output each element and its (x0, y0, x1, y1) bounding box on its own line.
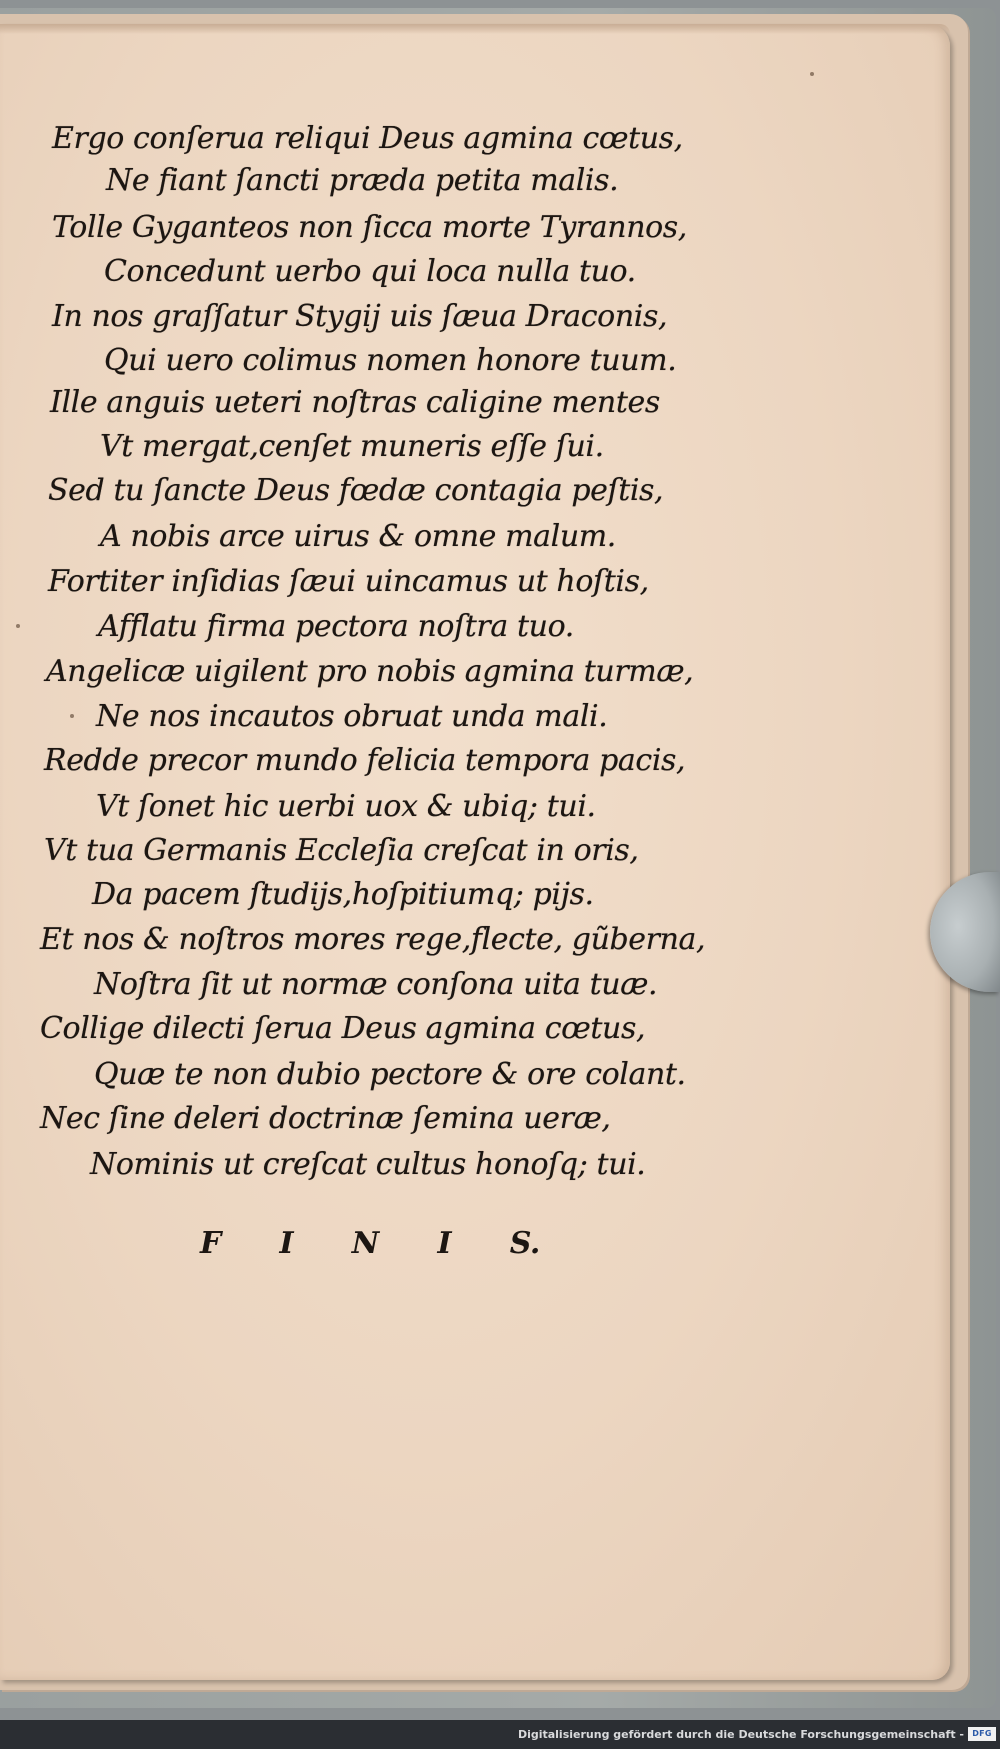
verse-line: Fortiter inſidias ſæui uincamus ut hoſtis, (48, 564, 649, 599)
finis-letter: I (279, 1226, 294, 1261)
verse-line: In nos graſſatur Stygij uis ſæua Draconis, (52, 299, 668, 334)
paper-speck (70, 714, 74, 718)
verse-line: Sed tu ſancte Deus fœdæ contagia peſtis, (48, 473, 664, 508)
verse-line: Concedunt uerbo qui loca nulla tuo. (104, 254, 636, 289)
verse-line: Angelicæ uigilent pro nobis agmina turmæ, (46, 654, 694, 689)
verse-line: Nec ſine deleri doctrinæ ſemina ueræ, (40, 1101, 611, 1136)
verse-line: Tolle Gyganteos non ſicca morte Tyrannos, (52, 210, 687, 245)
book-page (0, 24, 950, 1680)
verse-line: Ille anguis ueteri noſtras caligine mentes (50, 385, 660, 420)
verse-line: Ne nos incautos obruat unda mali. (96, 699, 608, 734)
verse-line: Vt ſonet hic uerbi uox & ubiq; tui. (96, 789, 596, 824)
finis-letter: S. (509, 1226, 540, 1261)
verse-line: Vt tua Germanis Eccleſia creſcat in oris, (44, 833, 639, 868)
verse-line: Ergo conſerua reliqui Deus agmina cœtus, (52, 121, 683, 156)
finis-letter: I (437, 1226, 452, 1261)
verse-line: Ne fiant ſancti præda petita malis. (106, 163, 619, 198)
verse-line: Da pacem ſtudijs,hoſpitiumq; pijs. (92, 877, 594, 912)
verse-line: Vt mergat,cenſet muneris eſſe ſui. (100, 429, 604, 464)
finis-letter: N (351, 1226, 379, 1261)
funding-credit: Digitalisierung gefördert durch die Deutsche Forschungsgemeinschaft - (517, 1728, 964, 1741)
finis-letter: F (200, 1226, 221, 1261)
paper-speck (16, 624, 20, 628)
verse-line: Collige dilecti ſerua Deus agmina cœtus, (40, 1011, 646, 1046)
dfg-logo-icon: DFG (968, 1727, 996, 1741)
verse-line: Redde precor mundo felicia tempora pacis, (44, 743, 686, 778)
finis-colophon (200, 1226, 540, 1261)
verse-line: Quæ te non dubio pectore & ore colant. (94, 1057, 686, 1092)
verse-block (0, 24, 950, 1324)
verse-line: Afflatu firma pectora noſtra tuo. (98, 609, 574, 644)
verse-line: Qui uero colimus nomen honore tuum. (104, 343, 677, 378)
verse-line: Nominis ut creſcat cultus honoſq; tui. (90, 1147, 646, 1182)
verse-line: Et nos & noſtros mores rege,flecte, gũberna, (40, 922, 706, 957)
paper-speck (810, 72, 814, 76)
verse-line: A nobis arce uirus & omne malum. (100, 519, 616, 554)
verse-line: Noſtra ſit ut normæ conſona uita tuæ. (94, 967, 658, 1002)
digitization-footer (0, 1720, 1000, 1749)
